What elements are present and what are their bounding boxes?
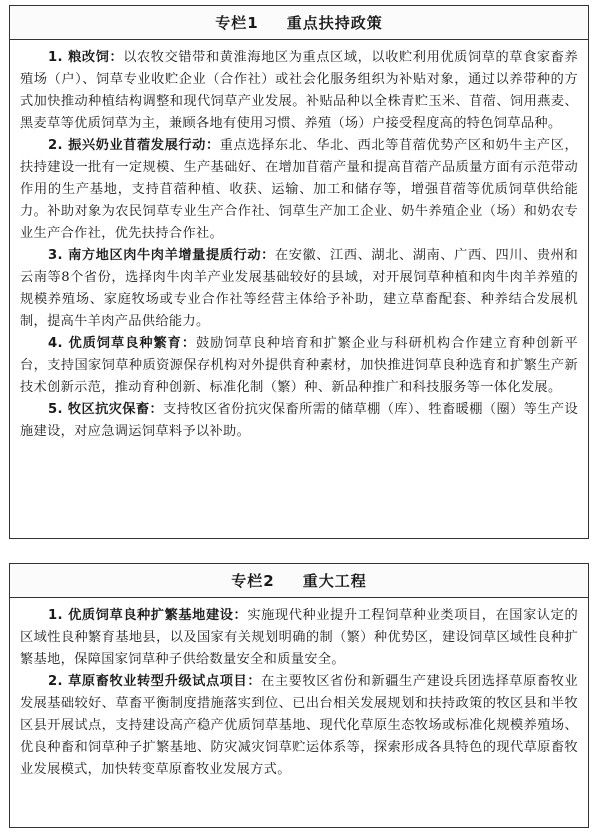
- item-text: 重点选择东北、华北、西北等苜蓿优势产区和奶牛主产区，扶持建设一批有一定规模、生产基础好、在增加苜蓿产量和提高苜蓿产品质量方面有示范带动作用的生产基地，支持苜蓿种植、收获、运输、加工和储存等，增强苜蓿等优质饲草供给能力。补助对象为农民饲草专业生产合作社、饲草生产加工企业、奶牛养殖企业（场）和奶农专业生产合作社，优先扶持合作社。: [20, 138, 578, 241]
- panel-header: [10, 6, 588, 40]
- policy-item-alfalfa: [20, 135, 578, 245]
- item-text: 在安徽、江西、湖北、湖南、广西、四川、贵州和云南等8个省份，选择肉牛肉羊产业发展基础较好的县域，对开展饲草种植和肉牛肉羊养殖的规模养殖场、家庭牧场或专业合作社等经营主体给予补助，建立草畜配套、种养结合发展机制，提高牛羊肉产品供给能力。: [20, 248, 578, 329]
- panel-body: [10, 40, 588, 443]
- policy-item-disaster-resistance: [20, 399, 578, 443]
- panel-title: 重大工程: [302, 572, 367, 590]
- item-text: 以农牧交错带和黄淮海地区为重点区域，以收贮利用优质饲草的草食家畜养殖场（户）、饲草专业收贮企业（合作社）或社会化服务组织为补贴对象，通过以养带种的方式加快推动种植结构调整和现代饲草产业发展。补贴品种以全株青贮玉米、苜蓿、饲用燕麦、黑麦草等优质饲草为主，兼顾各地有使用习惯、养殖（场）户接受程度高的特色饲草品种。: [20, 50, 578, 131]
- item-text: 实施现代种业提升工程饲草种业类项目，在国家认定的区域性良种繁育基地县，以及国家有关规划明确的制（繁）种优势区，建设饲草区域性良种扩繁基地，保障国家饲草种子供给数量安全和质量安全。: [20, 608, 578, 667]
- item-heading: 1. 优质饲草良种扩繁基地建设：: [48, 608, 248, 623]
- item-heading: 4. 优质饲草良种繁育：: [48, 336, 196, 351]
- item-heading: 5. 牧区抗灾保畜：: [48, 402, 164, 417]
- panel-label: 专栏2: [231, 572, 275, 590]
- panel-body: [10, 598, 588, 781]
- item-text: 支持牧区省份抗灾保畜所需的储草棚（库）、牲畜暖棚（圈）等生产设施建设，对应急调运饲草料予以补助。: [20, 402, 579, 439]
- item-heading: 2. 振兴奶业苜蓿发展行动：: [48, 138, 220, 153]
- project-item-seed-base: [20, 605, 578, 671]
- item-text: 鼓励饲草良种培育和扩繁企业与科研机构合作建立育种创新平台，支持国家饲草种质资源保存机构对外提供育种素材，加快推进饲草良种选育和扩繁生产新技术创新示范，推动育种创新、标准化制（繁）种、新品种推广和科技服务等一体化发展。: [20, 336, 578, 395]
- panel-major-projects: [9, 563, 589, 828]
- panel-label: 专栏1: [215, 14, 259, 32]
- policy-item-forage-seed-breeding: [20, 333, 578, 399]
- project-item-grassland-pilot: [20, 671, 578, 781]
- policy-item-grain-to-feed: [20, 47, 578, 135]
- item-heading: 3. 南方地区肉牛肉羊增量提质行动：: [48, 248, 275, 263]
- panel-header: [10, 564, 588, 598]
- item-text: 在主要牧区省份和新疆生产建设兵团选择草原畜牧业发展基础较好、草畜平衡制度措施落实到位、已出台相关发展规划和扶持政策的牧区县和半牧区县开展试点，支持建设高产稳产优质饲草基地、现代化草原生态牧场或标准化规模养殖场、优良种畜和饲草种子扩繁基地、防灾减灾饲草贮运体系等，探索形成各具特色的现代草原畜牧业发展模式，加快转变草原畜牧业发展方式。: [20, 674, 578, 777]
- policy-item-southern-cattle-sheep: [20, 245, 578, 333]
- item-heading: 1. 粮改饲：: [48, 50, 124, 65]
- panel-title: 重点扶持政策: [286, 14, 383, 32]
- item-heading: 2. 草原畜牧业转型升级试点项目：: [48, 674, 262, 689]
- panel-key-support-policies: [9, 5, 589, 539]
